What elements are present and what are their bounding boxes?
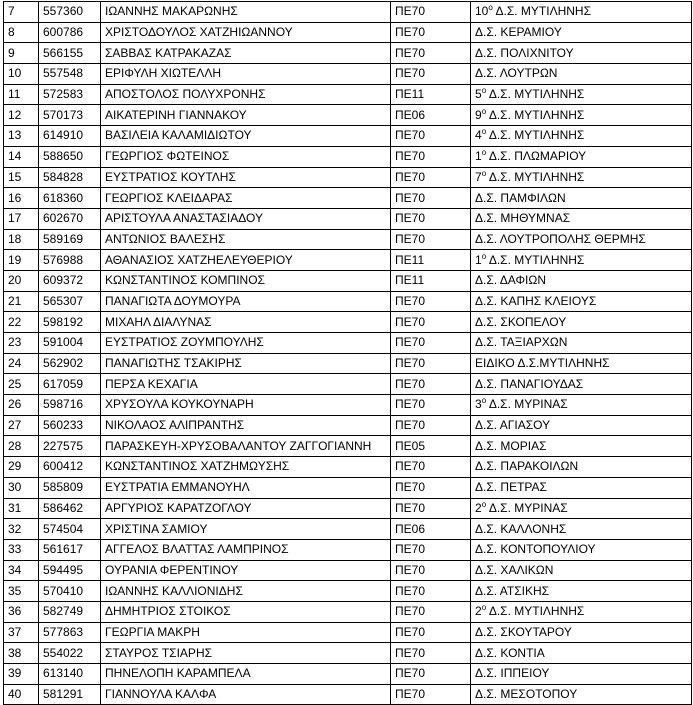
ordinal-superscript: ο	[481, 148, 487, 158]
specialty-cell: ΠΕ70	[391, 415, 471, 436]
school-cell	[471, 22, 692, 43]
registry-code-cell: 617059	[39, 374, 101, 395]
school-cell	[471, 436, 692, 457]
specialty-cell: ΠΕ70	[391, 291, 471, 312]
table-body	[4, 2, 692, 705]
table-row	[4, 415, 692, 436]
teacher-name-cell: ΓΕΩΡΓΙΟΣ ΦΩΤΕΙΝΟΣ	[101, 146, 391, 167]
teacher-name-cell: ΓΙΑΝΝΟΥΛΑ ΚΑΛΦΑ	[101, 684, 391, 705]
specialty-cell: ΠΕ70	[391, 188, 471, 209]
registry-code-cell: 581291	[39, 684, 101, 705]
teacher-name-cell: ΠΑΡΑΣΚΕΥΗ-ΧΡΥΣΟΒΑΛΑΝΤΟΥ ΖΑΓΓΟΓΙΑΝΝΗ	[101, 436, 391, 457]
row-number-cell: 31	[4, 498, 39, 519]
specialty-cell: ΠΕ70	[391, 581, 471, 602]
school-number: 5	[475, 87, 482, 102]
school-cell	[471, 477, 692, 498]
registry-code-cell: 613140	[39, 664, 101, 685]
teacher-name-cell: ΑΡΙΣΤΟΥΛΑ ΑΝΑΣΤΑΣΙΑΔΟΥ	[101, 208, 391, 229]
school-name: Δ.Σ. ΚΑΛΛΟΝΗΣ	[475, 521, 567, 536]
school-name: Δ.Σ. ΠΑΝΑΓΙΟΥΔΑΣ	[475, 376, 584, 391]
table-row	[4, 395, 692, 416]
registry-code-cell: 591004	[39, 333, 101, 354]
specialty-cell: ΠΕ70	[391, 146, 471, 167]
school-cell	[471, 188, 692, 209]
table-row	[4, 229, 692, 250]
table-row	[4, 43, 692, 64]
teacher-name-cell: ΧΡΙΣΤΙΝΑ ΣΑΜΙΟΥ	[101, 519, 391, 540]
school-cell	[471, 291, 692, 312]
registry-code-cell: 227575	[39, 436, 101, 457]
teacher-name-cell: ΕΥΣΤΡΑΤΙΟΣ ΖΟΥΜΠΟΥΛΗΣ	[101, 333, 391, 354]
teacher-placement-table	[3, 1, 692, 705]
registry-code-cell: 574504	[39, 519, 101, 540]
row-number-cell: 32	[4, 519, 39, 540]
teacher-name-cell: ΕΥΣΤΡΑΤΙΑ ΕΜΜΑΝΟΥΗΛ	[101, 477, 391, 498]
row-number-cell: 24	[4, 353, 39, 374]
specialty-cell: ΠΕ70	[391, 312, 471, 333]
teacher-name-cell: ΕΡΙΦΥΛΗ ΧΙΩΤΕΛΛΗ	[101, 64, 391, 85]
row-number-cell: 9	[4, 43, 39, 64]
specialty-cell: ΠΕ70	[391, 374, 471, 395]
school-cell	[471, 64, 692, 85]
table-row	[4, 291, 692, 312]
table-row	[4, 498, 692, 519]
registry-code-cell: 565307	[39, 291, 101, 312]
row-number-cell: 37	[4, 622, 39, 643]
ordinal-superscript: ο	[481, 168, 487, 178]
school-cell	[471, 622, 692, 643]
teacher-name-cell: ΧΡΙΣΤΟΔΟΥΛΟΣ ΧΑΤΖΗΙΩΑΝΝΟΥ	[101, 22, 391, 43]
specialty-cell: ΠΕ70	[391, 457, 471, 478]
school-name: Δ.Σ. ΜΟΡΙΑΣ	[475, 438, 547, 453]
specialty-cell: ΠΕ11	[391, 84, 471, 105]
registry-code-cell: 570173	[39, 105, 101, 126]
teacher-name-cell: ΝΙΚΟΛΑΟΣ ΑΛΙΠΡΑΝΤΗΣ	[101, 415, 391, 436]
table-row	[4, 560, 692, 581]
row-number-cell: 8	[4, 22, 39, 43]
school-cell	[471, 664, 692, 685]
table-row	[4, 353, 692, 374]
school-cell	[471, 167, 692, 188]
specialty-cell: ΠΕ70	[391, 684, 471, 705]
row-number-cell: 36	[4, 601, 39, 622]
registry-code-cell: 600786	[39, 22, 101, 43]
table-row	[4, 684, 692, 705]
ordinal-superscript: ο	[481, 86, 487, 96]
specialty-cell: ΠΕ70	[391, 43, 471, 64]
teacher-name-cell: ΓΕΩΡΓΙΟΣ ΚΛΕΙΔΑΡΑΣ	[101, 188, 391, 209]
school-cell	[471, 146, 692, 167]
school-cell	[471, 126, 692, 147]
row-number-cell: 23	[4, 333, 39, 354]
row-number-cell: 39	[4, 664, 39, 685]
school-cell	[471, 105, 692, 126]
table-row	[4, 105, 692, 126]
school-name: Δ.Σ. ΑΓΙΑΣΟΥ	[475, 418, 551, 433]
specialty-cell: ΠΕ70	[391, 539, 471, 560]
ordinal-superscript: ο	[481, 106, 487, 116]
specialty-cell: ΠΕ70	[391, 395, 471, 416]
specialty-cell: ΠΕ70	[391, 622, 471, 643]
teacher-name-cell: ΣΑΒΒΑΣ ΚΑΤΡΑΚΑΖΑΣ	[101, 43, 391, 64]
school-number: 2	[475, 604, 482, 619]
table-row	[4, 64, 692, 85]
registry-code-cell: 586462	[39, 498, 101, 519]
school-name: Δ.Σ. ΜΥΤΙΛΗΝΗΣ	[486, 128, 585, 143]
ordinal-superscript: ο	[481, 127, 487, 137]
registry-code-cell: 561617	[39, 539, 101, 560]
specialty-cell: ΠΕ70	[391, 664, 471, 685]
school-cell	[471, 457, 692, 478]
teacher-name-cell: ΕΥΣΤΡΑΤΙΟΣ ΚΟΥΤΛΗΣ	[101, 167, 391, 188]
row-number-cell: 40	[4, 684, 39, 705]
row-number-cell: 15	[4, 167, 39, 188]
school-name: Δ.Σ. ΛΟΥΤΡΟΠΟΛΗΣ ΘΕΡΜΗΣ	[475, 231, 646, 246]
row-number-cell: 16	[4, 188, 39, 209]
school-cell	[471, 270, 692, 291]
row-number-cell: 22	[4, 312, 39, 333]
registry-code-cell: 594495	[39, 560, 101, 581]
table-row	[4, 146, 692, 167]
registry-code-cell: 570410	[39, 581, 101, 602]
registry-code-cell: 598192	[39, 312, 101, 333]
row-number-cell: 38	[4, 643, 39, 664]
registry-code-cell: 609372	[39, 270, 101, 291]
teacher-name-cell: ΠΕΡΣΑ ΚΕΧΑΓΙΑ	[101, 374, 391, 395]
specialty-cell: ΠΕ70	[391, 333, 471, 354]
school-name: Δ.Σ. ΣΚΟΠΕΛΟΥ	[475, 314, 567, 329]
specialty-cell: ΠΕ70	[391, 22, 471, 43]
teacher-name-cell: ΒΑΣΙΛΕΙΑ ΚΑΛΑΜΙΔΙΩΤΟΥ	[101, 126, 391, 147]
row-number-cell: 35	[4, 581, 39, 602]
table-row	[4, 2, 692, 23]
specialty-cell: ΠΕ06	[391, 519, 471, 540]
registry-code-cell: 572583	[39, 84, 101, 105]
row-number-cell: 10	[4, 64, 39, 85]
registry-code-cell: 560233	[39, 415, 101, 436]
specialty-cell: ΠΕ70	[391, 353, 471, 374]
registry-code-cell: 588650	[39, 146, 101, 167]
specialty-cell: ΠΕ70	[391, 167, 471, 188]
specialty-cell: ΠΕ70	[391, 208, 471, 229]
school-cell	[471, 415, 692, 436]
table-row	[4, 643, 692, 664]
school-name: Δ.Σ. ΜΕΣΟΤΟΠΟΥ	[475, 687, 578, 702]
registry-code-cell: 582749	[39, 601, 101, 622]
teacher-name-cell: ΠΑΝΑΓΙΩΤΗΣ ΤΣΑΚΙΡΗΣ	[101, 353, 391, 374]
school-number: 7	[475, 169, 482, 184]
school-number: 2	[475, 500, 482, 515]
school-name: Δ.Σ. ΠΛΩΜΑΡΙΟΥ	[486, 149, 587, 164]
teacher-name-cell: ΟΥΡΑΝΙΑ ΦΕΡΕΝΤΙΝΟΥ	[101, 560, 391, 581]
specialty-cell: ΠΕ11	[391, 250, 471, 271]
teacher-name-cell: ΑΡΓΥΡΙΟΣ ΚΑΡΑΤΖΟΓΛΟΥ	[101, 498, 391, 519]
row-number-cell: 30	[4, 477, 39, 498]
school-cell	[471, 498, 692, 519]
school-name: Δ.Σ. ΠΑΜΦΙΛΩΝ	[475, 190, 566, 205]
school-name: Δ.Σ. ΚΑΠΗΣ ΚΛΕΙΟΥΣ	[475, 293, 597, 308]
school-cell	[471, 333, 692, 354]
registry-code-cell: 602670	[39, 208, 101, 229]
row-number-cell: 21	[4, 291, 39, 312]
registry-code-cell: 562902	[39, 353, 101, 374]
registry-code-cell: 598716	[39, 395, 101, 416]
school-number: 10	[475, 4, 489, 19]
school-name: Δ.Σ. ΛΟΥΤΡΩΝ	[475, 66, 558, 81]
table-row	[4, 312, 692, 333]
school-name: Δ.Σ. ΑΤΣΙΚΗΣ	[475, 583, 550, 598]
school-name: Δ.Σ. ΜΥΤΙΛΗΝΗΣ	[486, 169, 585, 184]
table-row	[4, 84, 692, 105]
ordinal-superscript: ο	[481, 499, 487, 509]
school-cell	[471, 2, 692, 23]
specialty-cell: ΠΕ70	[391, 126, 471, 147]
school-cell	[471, 84, 692, 105]
specialty-cell: ΠΕ70	[391, 64, 471, 85]
registry-code-cell: 614910	[39, 126, 101, 147]
school-name: Δ.Σ. ΜΥΤΙΛΗΝΗΣ	[486, 604, 585, 619]
teacher-name-cell: ΙΩΑΝΝΗΣ ΚΑΛΛΙΟΝΙΔΗΣ	[101, 581, 391, 602]
table-row	[4, 539, 692, 560]
row-number-cell: 12	[4, 105, 39, 126]
table-row	[4, 126, 692, 147]
table-row	[4, 622, 692, 643]
registry-code-cell: 618360	[39, 188, 101, 209]
school-cell	[471, 395, 692, 416]
school-number: 4	[475, 128, 482, 143]
row-number-cell: 11	[4, 84, 39, 105]
row-number-cell: 17	[4, 208, 39, 229]
school-cell	[471, 374, 692, 395]
teacher-name-cell: ΠΗΝΕΛΟΠΗ ΚΑΡΑΜΠΕΛΑ	[101, 664, 391, 685]
specialty-cell: ΠΕ70	[391, 2, 471, 23]
teacher-name-cell: ΓΕΩΡΓΙΑ ΜΑΚΡΗ	[101, 622, 391, 643]
school-cell	[471, 601, 692, 622]
table-row	[4, 436, 692, 457]
table-row	[4, 167, 692, 188]
row-number-cell: 19	[4, 250, 39, 271]
table-row	[4, 581, 692, 602]
specialty-cell: ΠΕ70	[391, 229, 471, 250]
row-number-cell: 18	[4, 229, 39, 250]
school-name: Δ.Σ. ΠΟΛΙΧΝΙΤΟΥ	[475, 45, 574, 60]
school-name: Δ.Σ. ΜΥΤΙΛΗΝΗΣ	[486, 87, 585, 102]
table-row	[4, 601, 692, 622]
school-name: Δ.Σ. ΣΚΟΥΤΑΡΟΥ	[475, 624, 572, 639]
row-number-cell: 28	[4, 436, 39, 457]
table-row	[4, 22, 692, 43]
table-row	[4, 333, 692, 354]
table-row	[4, 457, 692, 478]
ordinal-superscript: ο	[488, 3, 493, 13]
teacher-name-cell: ΣΤΑΥΡΟΣ ΤΣΙΑΡΗΣ	[101, 643, 391, 664]
school-cell	[471, 229, 692, 250]
school-cell	[471, 560, 692, 581]
teacher-name-cell: ΑΙΚΑΤΕΡΙΝΗ ΓΙΑΝΝΑΚΟΥ	[101, 105, 391, 126]
school-name: Δ.Σ. ΜΥΡΙΝΑΣ	[486, 397, 568, 412]
school-number: 3	[475, 397, 482, 412]
school-cell	[471, 684, 692, 705]
table-row	[4, 374, 692, 395]
specialty-cell: ΠΕ70	[391, 601, 471, 622]
specialty-cell: ΠΕ70	[391, 477, 471, 498]
school-number: 9	[475, 107, 482, 122]
registry-code-cell: 577863	[39, 622, 101, 643]
school-name: Δ.Σ. ΠΕΤΡΑΣ	[475, 480, 547, 495]
teacher-name-cell: ΑΓΓΕΛΟΣ ΒΛΑΤΤΑΣ ΛΑΜΠΡΙΝΟΣ	[101, 539, 391, 560]
school-cell	[471, 250, 692, 271]
specialty-cell: ΠΕ11	[391, 270, 471, 291]
specialty-cell: ΠΕ06	[391, 105, 471, 126]
school-cell	[471, 208, 692, 229]
school-number: 1	[475, 252, 482, 267]
table-row	[4, 519, 692, 540]
school-name: Δ.Σ. ΔΑΦΙΩΝ	[475, 273, 546, 288]
school-cell	[471, 519, 692, 540]
school-number: 1	[475, 149, 482, 164]
table-row	[4, 208, 692, 229]
table-row	[4, 477, 692, 498]
school-name: Δ.Σ. ΤΑΞΙΑΡΧΩΝ	[475, 335, 568, 350]
row-number-cell: 33	[4, 539, 39, 560]
row-number-cell: 29	[4, 457, 39, 478]
row-number-cell: 14	[4, 146, 39, 167]
school-name: Δ.Σ. ΚΟΝΤΙΑ	[475, 645, 545, 660]
teacher-name-cell: ΑΘΑΝΑΣΙΟΣ ΧΑΤΖΗΕΛΕΥΘΕΡΙΟΥ	[101, 250, 391, 271]
registry-code-cell: 576988	[39, 250, 101, 271]
registry-code-cell: 584828	[39, 167, 101, 188]
table-row	[4, 270, 692, 291]
school-name: Δ.Σ. ΜΥΤΙΛΗΝΗΣ	[486, 252, 585, 267]
school-cell	[471, 312, 692, 333]
school-name: Δ.Σ. ΜΥΡΙΝΑΣ	[486, 500, 568, 515]
school-name: Δ.Σ. ΧΑΛΙΚΩΝ	[475, 562, 554, 577]
row-number-cell: 26	[4, 395, 39, 416]
teacher-name-cell: ΙΩΑΝΝΗΣ ΜΑΚΑΡΩΝΗΣ	[101, 2, 391, 23]
specialty-cell: ΠΕ70	[391, 643, 471, 664]
table-row	[4, 250, 692, 271]
teacher-name-cell: ΔΗΜΗΤΡΙΟΣ ΣΤΟΙΚΟΣ	[101, 601, 391, 622]
specialty-cell: ΠΕ70	[391, 560, 471, 581]
specialty-cell: ΠΕ70	[391, 498, 471, 519]
registry-code-cell: 557360	[39, 2, 101, 23]
school-cell	[471, 43, 692, 64]
registry-code-cell: 554022	[39, 643, 101, 664]
teacher-name-cell: ΑΝΤΩΝΙΟΣ ΒΑΛΕΣΗΣ	[101, 229, 391, 250]
school-cell	[471, 643, 692, 664]
teacher-name-cell: ΚΩΝΣΤΑΝΤΙΝΟΣ ΚΟΜΠΙΝΟΣ	[101, 270, 391, 291]
row-number-cell: 25	[4, 374, 39, 395]
registry-code-cell: 557548	[39, 64, 101, 85]
school-name: Δ.Σ. ΠΑΡΑΚΟΙΛΩΝ	[475, 459, 579, 474]
teacher-name-cell: ΚΩΝΣΤΑΝΤΙΝΟΣ ΧΑΤΖΗΜΩΥΣΗΣ	[101, 457, 391, 478]
row-number-cell: 27	[4, 415, 39, 436]
table-row	[4, 664, 692, 685]
ordinal-superscript: ο	[481, 251, 487, 261]
school-cell	[471, 353, 692, 374]
registry-code-cell: 589169	[39, 229, 101, 250]
registry-code-cell: 585809	[39, 477, 101, 498]
teacher-name-cell: ΧΡΥΣΟΥΛΑ ΚΟΥΚΟΥΝΑΡΗ	[101, 395, 391, 416]
school-name: Δ.Σ. ΚΕΡΑΜΙΟΥ	[475, 25, 562, 40]
school-cell	[471, 581, 692, 602]
row-number-cell: 7	[4, 2, 39, 23]
school-name: Δ.Σ. ΜΥΤΙΛΗΝΗΣ	[486, 107, 585, 122]
row-number-cell: 13	[4, 126, 39, 147]
school-name: Δ.Σ. ΜΥΤΙΛΗΝΗΣ	[492, 4, 592, 19]
registry-code-cell: 566155	[39, 43, 101, 64]
school-name: Δ.Σ. ΙΠΠΕΙΟΥ	[475, 666, 550, 681]
registry-code-cell: 600412	[39, 457, 101, 478]
row-number-cell: 20	[4, 270, 39, 291]
row-number-cell: 34	[4, 560, 39, 581]
teacher-name-cell: ΜΙΧΑΗΛ ΔΙΑΛΥΝΑΣ	[101, 312, 391, 333]
table-row	[4, 188, 692, 209]
school-name: Δ.Σ. ΜΗΘΥΜΝΑΣ	[475, 211, 571, 226]
school-name: ΕΙΔΙΚΟ Δ.Σ.ΜΥΤΙΛΗΝΗΣ	[475, 356, 610, 371]
specialty-cell: ΠΕ05	[391, 436, 471, 457]
ordinal-superscript: ο	[481, 396, 487, 406]
teacher-name-cell: ΠΑΝΑΓΙΩΤΑ ΔΟΥΜΟΥΡΑ	[101, 291, 391, 312]
school-name: Δ.Σ. ΚΟΝΤΟΠΟΥΛΙΟΥ	[475, 542, 596, 557]
ordinal-superscript: ο	[481, 603, 487, 613]
school-cell	[471, 539, 692, 560]
teacher-name-cell: ΑΠΟΣΤΟΛΟΣ ΠΟΛΥΧΡΟΝΗΣ	[101, 84, 391, 105]
